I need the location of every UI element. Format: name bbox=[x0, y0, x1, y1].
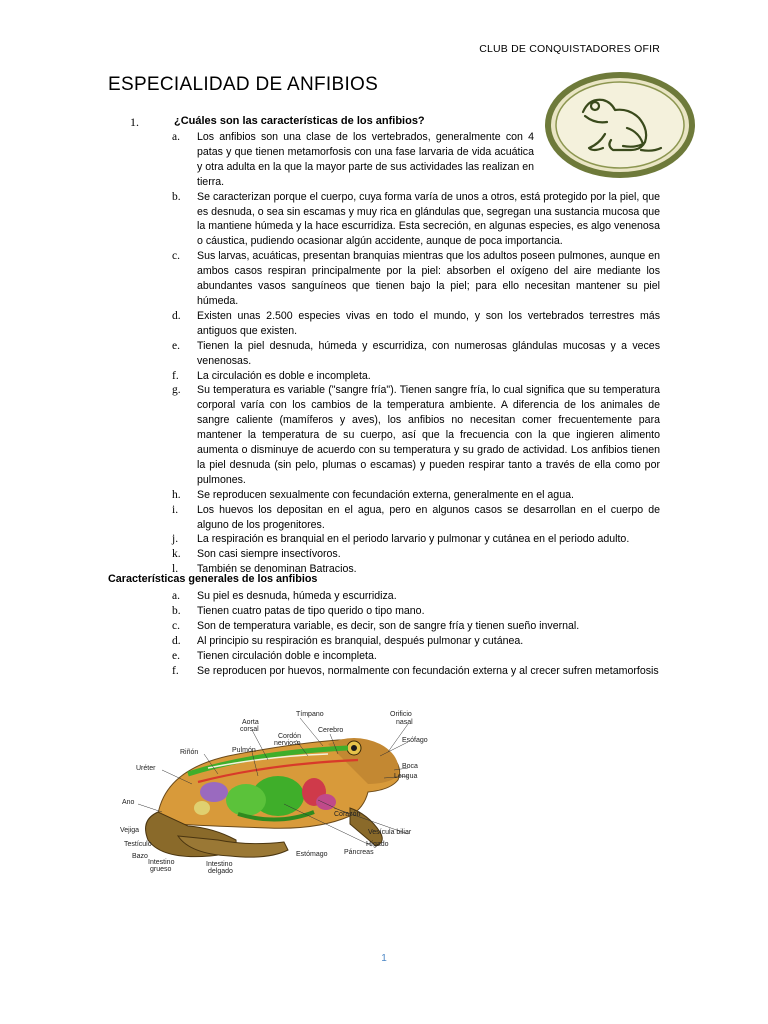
label-timpano: Tímpano bbox=[296, 711, 324, 718]
general-characteristics-list bbox=[172, 589, 660, 678]
section-heading: Características generales de los anfibios bbox=[108, 573, 318, 585]
list-item-text: La circulación es doble e incompleta. bbox=[197, 369, 371, 382]
list-item-text: Son de temperatura variable, es decir, son de sangre fría y tienen sueño invernal. bbox=[197, 619, 580, 632]
list-item-letter: b. bbox=[172, 190, 181, 203]
list-item-text: Se caracterizan porque el cuerpo, cuya forma varía de unos a otros, está protegido por la piel, que es desnuda, o sea sin escamas y muy rica en glándulas que, segregan una sustancia mucosa que la mantiene húmeda y la hace escurridiza. Esta secreción, en algunas especies, es algo venenosa o cáustica, pudiendo ocasionar algún accidente, aunque de poca importancia. bbox=[197, 190, 660, 248]
list-item-letter: a. bbox=[172, 131, 180, 143]
list-item-letter: f. bbox=[172, 664, 179, 677]
list-item bbox=[172, 634, 660, 649]
page-header: CLUB DE CONQUISTADORES OFIR bbox=[479, 43, 660, 55]
list-item-text: Su temperatura es variable ("sangre fría"). Tienen sangre fría, lo cual significa que su temperatura corporal varía con los cambios de la temperatura ambiente. A diferencia de los animales de sangre caliente (mamíferos y aves), los anfibios no necesitan comer frecuentemente para mantener la temperatura de su cuerpo, así que la frecuencia con la que ingieren alimento aumenta o disminuye de acuerdo con su temperatura y su grado de actividad. Los anfibios tienen la piel desnuda (sin pelo, plumas o escamas) y pueden respirar tanto a través de ella como por pulmones. bbox=[197, 384, 660, 486]
list-item bbox=[172, 664, 660, 679]
label-intestino-delgado-1: Intestino bbox=[206, 861, 233, 868]
label-lengua: Lengua bbox=[394, 773, 418, 780]
list-item-text: Tienen cuatro patas de tipo querido o tipo mano. bbox=[197, 604, 425, 617]
label-orificio-nasal-2: nasal bbox=[396, 719, 413, 726]
label-pulmon: Pulmón bbox=[232, 747, 256, 754]
list-item-text: Sus larvas, acuáticas, presentan branquias mientras que los adultos poseen pulmones, aunque en ambos casos respiran principalmente por la piel: absorben el oxígeno del aire mediante los abundantes vasos sanguíneos que tienen bajo la piel; para ello necesitan mantener su piel húmeda. bbox=[197, 250, 660, 307]
label-testiculo: Testículo bbox=[124, 841, 152, 848]
label-cordon-1: Cordón bbox=[278, 733, 301, 740]
label-intestino-grueso-1: Intestino bbox=[148, 859, 175, 866]
label-pancreas: Páncreas bbox=[344, 849, 374, 856]
list-item-text: También se denominan Batracios. bbox=[197, 563, 357, 576]
list-item bbox=[172, 369, 660, 384]
list-item-text: Al principio su respiración es branquial, después pulmonar y cutánea. bbox=[197, 634, 524, 647]
list-item-letter: c. bbox=[172, 250, 180, 263]
list-item-letter: f. bbox=[172, 369, 179, 382]
label-vesicula: Vesícula biliar bbox=[368, 829, 412, 836]
label-higado: Hígado bbox=[366, 841, 389, 848]
list-item bbox=[172, 383, 660, 487]
list-item bbox=[172, 547, 660, 562]
list-item bbox=[172, 604, 660, 619]
list-item-letter: a. bbox=[172, 590, 180, 602]
list-item-letter: g. bbox=[172, 384, 181, 397]
label-orificio-nasal-1: Orificio bbox=[390, 711, 412, 718]
list-item-text: Tienen la piel desnuda, húmeda y escurridiza, con numerosas glándulas mucosas y a veces venenosas. bbox=[197, 339, 660, 367]
list-item-letter: e. bbox=[172, 339, 180, 352]
label-cordon-2: nervioso bbox=[274, 740, 301, 747]
list-item-text: Los huevos los depositan en el agua, pero en algunos casos se desarrollan en el cuerpo de alguno de los progenitores. bbox=[197, 503, 660, 531]
list-item-text: La respiración es branquial en el periodo larvario y pulmonar y cutánea en el periodo adulto. bbox=[197, 533, 630, 546]
label-intestino-delgado-2: delgado bbox=[208, 868, 233, 875]
list-item-letter: e. bbox=[172, 649, 180, 662]
characteristics-list bbox=[172, 130, 660, 577]
list-item bbox=[172, 589, 660, 604]
list-item-letter: d. bbox=[172, 634, 181, 647]
label-corazon: Corazón bbox=[334, 811, 361, 818]
label-estomago: Estómago bbox=[296, 851, 328, 858]
label-esofago: Esófago bbox=[402, 737, 428, 744]
list-item-text: Se reproducen por huevos, normalmente con fecundación externa y al crecer sufren metamorfosis bbox=[197, 664, 659, 677]
list-item-letter: b. bbox=[172, 604, 181, 617]
list-item bbox=[172, 190, 660, 250]
list-item-letter: j. bbox=[172, 533, 179, 546]
page-title: ESPECIALIDAD DE ANFIBIOS bbox=[108, 74, 379, 95]
label-bazo: Bazo bbox=[132, 853, 148, 860]
label-aorta-2: corsal bbox=[240, 726, 259, 733]
list-item-letter: i. bbox=[172, 503, 179, 516]
list-item-letter: l. bbox=[172, 563, 179, 576]
label-aorta-1: Aorta bbox=[242, 719, 259, 726]
list-item-letter: d. bbox=[172, 309, 181, 322]
list-item bbox=[172, 339, 660, 369]
question-number: 1. bbox=[130, 115, 139, 129]
list-item-text: Tienen circulación doble e incompleta. bbox=[197, 649, 377, 662]
list-item-text: Su piel es desnuda, húmeda y escurridiza. bbox=[197, 590, 397, 602]
list-item bbox=[172, 619, 660, 634]
label-intestino-grueso-2: grueso bbox=[150, 866, 172, 873]
list-item-text: Son casi siempre insectívoros. bbox=[197, 548, 341, 561]
label-boca: Boca bbox=[402, 763, 418, 770]
list-item bbox=[172, 488, 660, 503]
label-cerebro: Cerebro bbox=[318, 727, 344, 734]
list-item bbox=[172, 249, 660, 309]
list-item bbox=[172, 503, 660, 533]
list-item bbox=[172, 532, 660, 547]
page-number: 1 bbox=[381, 953, 387, 964]
list-item bbox=[172, 309, 660, 339]
list-item-text: Se reproducen sexualmente con fecundación externa, generalmente en el agua. bbox=[197, 488, 574, 501]
list-item-letter: c. bbox=[172, 619, 180, 632]
list-item-text: Existen unas 2.500 especies vivas en todo el mundo, y son los vertebrados terrestres más antiguos que existen. bbox=[197, 309, 660, 337]
list-item-letter: k. bbox=[172, 548, 181, 561]
question-text: ¿Cuáles son las características de los anfibios? bbox=[174, 115, 425, 127]
label-vejiga: Vejiga bbox=[120, 827, 140, 834]
list-item-text: Los anfibios son una clase de los vertebrados, generalmente con 4 patas y que tienen metamorfosis con una fase larvaria de vida acuática y otra adulta en la que la mayor parte de sus actividades las realizan en tierra. bbox=[197, 131, 534, 188]
label-rinon: Riñón bbox=[180, 749, 199, 756]
label-ano: Ano bbox=[122, 799, 135, 806]
list-item bbox=[172, 649, 660, 664]
label-ureter: Uréter bbox=[136, 765, 156, 772]
list-item-letter: h. bbox=[172, 488, 181, 501]
list-item bbox=[172, 130, 534, 190]
frog-anatomy-diagram bbox=[118, 704, 438, 876]
